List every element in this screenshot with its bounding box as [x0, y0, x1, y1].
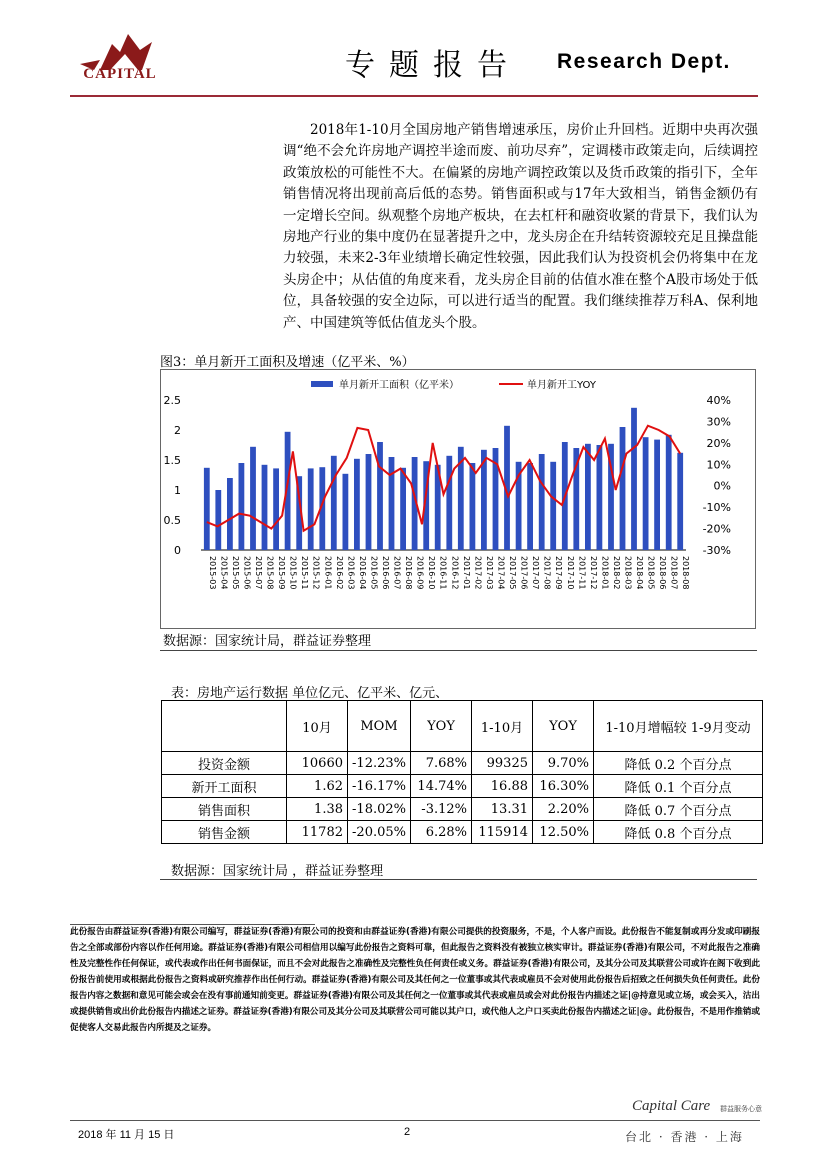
cell: -12.23% [348, 752, 411, 775]
cell: 99325 [472, 752, 533, 775]
x-tick-label: 2015-11 [300, 556, 310, 590]
x-tick-label: 2018-07 [669, 556, 679, 590]
x-tick-label: 2017-07 [531, 556, 541, 590]
legend-label-area: 单月新开工面积（亿平米） [339, 380, 459, 391]
y-left-tick-label: 2 [174, 424, 181, 437]
header-cell-ytd-yoy: YOY [533, 701, 594, 752]
y-left-tick-label: 0.5 [163, 514, 181, 527]
cell: 14.74% [411, 775, 472, 798]
x-tick-label: 2016-12 [450, 556, 460, 590]
y-right-tick-label: 20% [706, 436, 731, 450]
cell: -3.12% [411, 798, 472, 821]
y-right-tick-label: 10% [706, 458, 731, 472]
area-bar [377, 442, 383, 550]
footer-cities: 台北 · 香港 · 上海 [625, 1130, 744, 1144]
footer-divider [70, 1120, 760, 1121]
cell: -20.05% [348, 821, 411, 844]
y-left-tick-label: 1.5 [163, 454, 181, 467]
x-tick-label: 2016-06 [381, 556, 390, 590]
header-cell-yoy: YOY [411, 701, 472, 752]
cell: 2.20% [533, 798, 594, 821]
y-left-tick-label: 2.5 [163, 394, 181, 407]
cell: 1.62 [287, 775, 348, 798]
page-number: 2 [404, 1126, 411, 1138]
area-bar [389, 457, 395, 550]
area-bar [227, 478, 233, 550]
area-bar [308, 468, 314, 550]
x-tick-label: 2018-08 [681, 556, 691, 590]
new-starts-chart [161, 370, 755, 628]
area-bar [643, 437, 649, 550]
x-tick-label: 2015-12 [311, 556, 321, 590]
x-tick-label: 2015-07 [254, 556, 263, 590]
area-bar [597, 445, 603, 550]
y-left-tick-label: 1 [174, 484, 181, 497]
brand-tagline: 群益服务心意 [720, 1105, 762, 1113]
area-bar [343, 474, 349, 550]
x-tick-label: 2018-03 [623, 556, 633, 590]
area-bar [470, 463, 476, 550]
y-right-tick-label: 30% [706, 415, 731, 429]
analysis-paragraph: 2018年1-10月全国房地产销售增速承压，房价止升回档。近期中央再次强调“绝不会允许房地产调控半途而废、前功尽弃”，定调楼市政策走向，后续调控政策放松的可能性不大。在偏紧的房地产调控政策以及货币政策的指引下，全年销售情况将出现前高后低的态势。销售面积或与17年大致相当，销售金额仍有一定增长空间。纵观整个房地产板块，在去杠杆和融资收紧的背景下，我们认为房地产行业的集中度仍在显著提升之中，龙头房企在升结转资源较充足且操盘能力较强，未来2-3年业绩增长确定性较强，因此我们认为投资机会仍将集中在龙头房企中；从估值的角度来看，龙头房企目前的估值水准在整个A股市场处于低位，具备较强的安全边际，可以进行适当的配置。我们继续推荐万科A、保利地产、中国建筑等低估值龙头个股。 [283, 122, 758, 331]
x-tick-label: 2016-04 [357, 556, 367, 590]
report-type-title: 专题报告 [345, 48, 521, 83]
area-bar [215, 490, 221, 550]
cell: 10660 [287, 752, 348, 775]
x-tick-label: 2018-04 [635, 556, 644, 590]
cell: 降低 0.2 个百分点 [594, 752, 763, 775]
area-bar [262, 465, 268, 550]
x-tick-label: 2018-02 [611, 556, 621, 590]
cell: 115914 [472, 821, 533, 844]
area-bar [446, 456, 452, 550]
area-bar [354, 459, 360, 550]
x-tick-label: 2016-05 [369, 556, 379, 590]
area-bar [239, 463, 245, 550]
x-tick-label: 2017-08 [542, 556, 552, 590]
table-row [162, 798, 763, 821]
x-tick-label: 2015-05 [230, 556, 240, 590]
cell: 11782 [287, 821, 348, 844]
area-bar [550, 462, 556, 550]
row-label: 销售面积 [162, 798, 287, 821]
x-tick-label: 2017-05 [508, 556, 517, 590]
y-right-tick-label: 40% [706, 394, 731, 407]
cell: 降低 0.8 个百分点 [594, 821, 763, 844]
x-tick-label: 2016-08 [404, 556, 414, 590]
header-cell-mom: MOM [348, 701, 411, 752]
area-bar [620, 427, 626, 550]
x-tick-label: 2016-03 [346, 556, 356, 590]
y-right-tick-label: -30% [702, 544, 731, 557]
x-tick-label: 2017-10 [565, 556, 575, 590]
table-source: 数据源：国家统计局 ，群益证券整理 [171, 864, 384, 879]
x-tick-label: 2017-04 [496, 556, 506, 590]
y-right-tick-label: -10% [702, 501, 731, 515]
x-tick-label: 2015-06 [242, 556, 252, 590]
figure-source: 数据源：国家统计局，群益证券整理 [163, 634, 372, 649]
y-right-tick-label: -20% [702, 522, 731, 536]
area-bars [204, 408, 683, 550]
area-bar [654, 440, 660, 550]
disclaimer-text: 此份报告由群益证券(香港)有限公司编写，群益证券(香港)有限公司的投资和由群益证券(香港)有限公司提供的投资服务，不是，个人客户而设。此份报告不能复制或再分发或印刷报告之全部或部份内容以作任何用途。群益证券(香港)有限公司相信用以编写此份报告之资料可靠，但此报告之资料没有被独立核实审计。群益证券(香港)有限公司，不对此报告之准确性及完整性作任何保证，或代表或作出任何书面保证，而且不会对此报告之准确性及完整性负任何责任或义务。群益证券(香港)有限公司，及其分公司及其联营公司或许在阁下收到此份报告前使用或根据此份报告之资料或研究推荐作出任何行动。群益证券(香港)有限公司及其任何之一位董事或其代表或雇员不会对使用此份报告后招致之任何损失负任何责任。此份报告内容之数据和意见可能会或会在没有事前通知前变更。群益证券(香港)有限公司及其任何之一位董事或其代表或雇员或会对此份报告内描述之证|@持意见或立场，或会买入，沽出或提供销售或出价此份报告内描述之证券。群益证券(香港)有限公司及其分公司及其联营公司可能以其户口，或代他人之户口买卖此份报告内描述之证|@。此份报告，不是用作推销或促使客人交易此报告内所提及之证券。 [70, 927, 760, 1033]
legend-label-yoy: 单月新开工YOY [527, 380, 596, 391]
y-right-tick-label: 0% [713, 479, 731, 493]
row-label: 投资金额 [162, 752, 287, 775]
area-bar [273, 468, 279, 550]
chart-legend [311, 378, 597, 391]
header-cell-oct: 10月 [287, 701, 348, 752]
x-tick-label: 2016-09 [415, 556, 425, 590]
header-cell-ytd: 1-10月 [472, 701, 533, 752]
x-tick-label: 2018-01 [600, 556, 610, 590]
x-tick-label: 2018-05 [646, 556, 656, 590]
x-tick-label: 2017-01 [461, 556, 471, 590]
x-tick-label: 2017-06 [519, 556, 529, 590]
cell: 9.70% [533, 752, 594, 775]
x-axis-labels [208, 556, 690, 589]
area-bar [527, 463, 533, 550]
area-bar [366, 454, 372, 550]
cell: 1.38 [287, 798, 348, 821]
real-estate-data-table [161, 700, 763, 844]
cell: -16.17% [348, 775, 411, 798]
x-tick-label: 2015-03 [207, 556, 217, 590]
department-label: Research Dept. [557, 50, 731, 73]
capital-care-brand: Capital Care [632, 1098, 711, 1114]
row-label: 新开工面积 [162, 775, 287, 798]
x-tick-label: 2015-10 [288, 556, 298, 590]
area-bar [585, 444, 591, 550]
area-bar [400, 468, 406, 550]
table-divider [160, 879, 757, 880]
cell: 降低 0.1 个百分点 [594, 775, 763, 798]
x-tick-label: 2015-04 [219, 556, 229, 590]
area-bar [250, 447, 256, 550]
x-tick-label: 2017-02 [473, 556, 483, 590]
header-cell-change: 1-10月增幅较 1-9月变动 [594, 701, 763, 752]
cell: 16.30% [533, 775, 594, 798]
footer-date: 2018 年 11 月 15 日 [78, 1129, 175, 1141]
area-bar [204, 468, 210, 550]
x-tick-label: 2016-10 [427, 556, 437, 590]
x-tick-label: 2016-07 [392, 556, 402, 590]
y-left-tick-label: 0 [174, 544, 181, 557]
table-row [162, 752, 763, 775]
cell: 7.68% [411, 752, 472, 775]
area-bar [631, 408, 637, 550]
table-row [162, 775, 763, 798]
cell: -18.02% [348, 798, 411, 821]
x-tick-label: 2017-03 [484, 556, 494, 590]
area-bar [331, 456, 337, 550]
x-tick-label: 2016-01 [323, 556, 333, 590]
x-tick-label: 2016-11 [438, 556, 448, 590]
header-cell-blank [162, 701, 287, 752]
x-tick-label: 2017-09 [554, 556, 564, 590]
table-row [162, 821, 763, 844]
x-tick-label: 2018-06 [658, 556, 668, 590]
cell: 16.88 [472, 775, 533, 798]
cell: 6.28% [411, 821, 472, 844]
x-tick-label: 2016-02 [334, 556, 344, 590]
header-divider [70, 95, 758, 97]
logo-text: CAPITAL [83, 66, 157, 82]
legend-bar-swatch [311, 381, 333, 387]
cell: 12.50% [533, 821, 594, 844]
x-tick-label: 2015-09 [277, 556, 287, 590]
x-tick-label: 2017-12 [588, 556, 598, 590]
figure-caption: 图3：单月新开工面积及增速（亿平米、%） [160, 355, 415, 370]
row-label: 销售金额 [162, 821, 287, 844]
x-tick-label: 2015-08 [265, 556, 275, 590]
table-caption: 表：房地产运行数据 单位亿元、亿平米、亿元、 [171, 686, 449, 701]
area-bar [677, 453, 683, 550]
area-bar [539, 454, 545, 550]
x-tick-label: 2017-11 [577, 556, 587, 590]
cell: 降低 0.7 个百分点 [594, 798, 763, 821]
cell: 13.31 [472, 798, 533, 821]
table-header-row [162, 701, 763, 752]
area-bar [666, 435, 672, 550]
figure-divider [160, 650, 757, 651]
